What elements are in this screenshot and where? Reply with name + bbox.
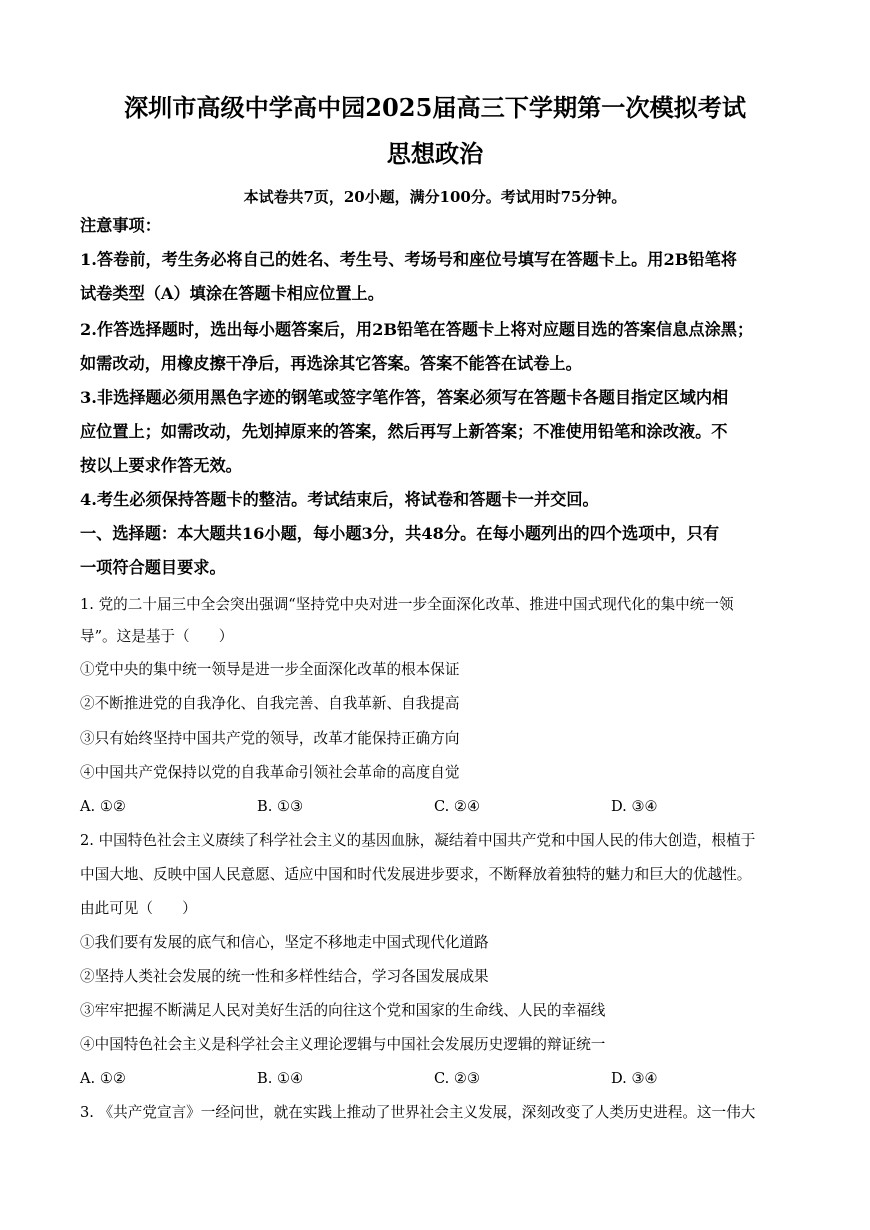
question-2-options [80, 1069, 800, 1089]
question-1-item: ④中国共产党保持以党的自我革命引领社会革命的高度自觉 [80, 764, 460, 781]
question-1-item: ③只有始终坚持中国共产党的领导，改革才能保持正确方向 [80, 730, 460, 747]
question-2-item: ④中国特色社会主义是科学社会主义理论逻辑与中国社会发展历史逻辑的辩证统一 [80, 1036, 606, 1053]
option-c[interactable]: C. ②④ [434, 798, 481, 815]
option-a[interactable]: A. ①② [80, 1070, 126, 1087]
question-2-item: ①我们要有发展的底气和信心，坚定不移地走中国式现代化道路 [80, 934, 489, 951]
question-1-stem: 1. 党的二十届三中全会突出强调“坚持党中央对进一步全面深化改革、推进中国式现代化的集中统一领 [80, 596, 734, 613]
option-c[interactable]: C. ②③ [434, 1070, 481, 1087]
notes-line: 2.作答选择题时，选出每小题答案后，用2B铅笔在答题卡上将对应题目选的答案信息点涂黑； [80, 320, 754, 339]
notes-heading: 注意事项： [80, 216, 161, 235]
question-2-stem: 2. 中国特色社会主义赓续了科学社会主义的基因血脉，凝结着中国共产党和中国人民的伟大创造，根植于 [80, 832, 756, 849]
question-2-item: ③牢牢把握不断满足人民对美好生活的向往这个党和国家的生命线、人民的幸福线 [80, 1002, 606, 1019]
question-1-options [80, 797, 800, 817]
question-2-stem: 中国大地、反映中国人民意愿、适应中国和时代发展进步要求，不断释放着独特的魅力和巨大的优越性。 [80, 866, 752, 883]
question-1-stem: 导”。这是基于（ ） [80, 628, 234, 645]
option-b[interactable]: B. ①③ [257, 798, 304, 815]
question-2-stem: 由此可见（ ） [80, 900, 197, 917]
notes-line: 3.非选择题必须用黑色字迹的钢笔或签字笔作答，答案必须写在答题卡各题目指定区域内相 [80, 388, 729, 407]
notes-line: 如需改动，用橡皮擦干净后，再选涂其它答案。答案不能答在试卷上。 [80, 354, 582, 373]
notes-line: 应位置上；如需改动，先划掉原来的答案，然后再写上新答案；不准使用铅笔和涂改液。不 [80, 422, 728, 441]
notes-line: 4.考生必须保持答题卡的整洁。考试结束后，将试卷和答题卡一并交回。 [80, 490, 599, 509]
option-a[interactable]: A. ①② [80, 798, 126, 815]
notes-line: 按以上要求作答无效。 [80, 456, 242, 475]
exam-title: 深圳市高级中学高中园2025届高三下学期第一次模拟考试 [123, 93, 747, 122]
section-heading: 一项符合题目要求。 [80, 558, 226, 577]
question-3-stem: 3. 《共产党宣言》一经问世，就在实践上推动了世界社会主义发展，深刻改变了人类历史进程。这一伟大 [80, 1104, 756, 1121]
question-1-item: ①党中央的集中统一领导是进一步全面深化改革的根本保证 [80, 661, 460, 678]
notes-line: 试卷类型（A）填涂在答题卡相应位置上。 [80, 284, 384, 303]
option-b[interactable]: B. ①④ [257, 1070, 304, 1087]
option-d[interactable]: D. ③④ [611, 798, 658, 815]
section-heading: 一、选择题：本大题共16小题，每小题3分，共48分。在每小题列出的四个选项中，只有 [80, 524, 720, 543]
option-d[interactable]: D. ③④ [611, 1070, 658, 1087]
exam-info: 本试卷共7页，20小题，满分100分。考试用时75分钟。 [243, 188, 627, 206]
question-1-item: ②不断推进党的自我净化、自我完善、自我革新、自我提高 [80, 695, 460, 712]
exam-subject: 思想政治 [386, 139, 484, 168]
question-2-item: ②坚持人类社会发展的统一性和多样性结合，学习各国发展成果 [80, 968, 489, 985]
notes-line: 1.答卷前，考生务必将自己的姓名、考生号、考场号和座位号填写在答题卡上。用2B铅笔将 [80, 250, 737, 269]
